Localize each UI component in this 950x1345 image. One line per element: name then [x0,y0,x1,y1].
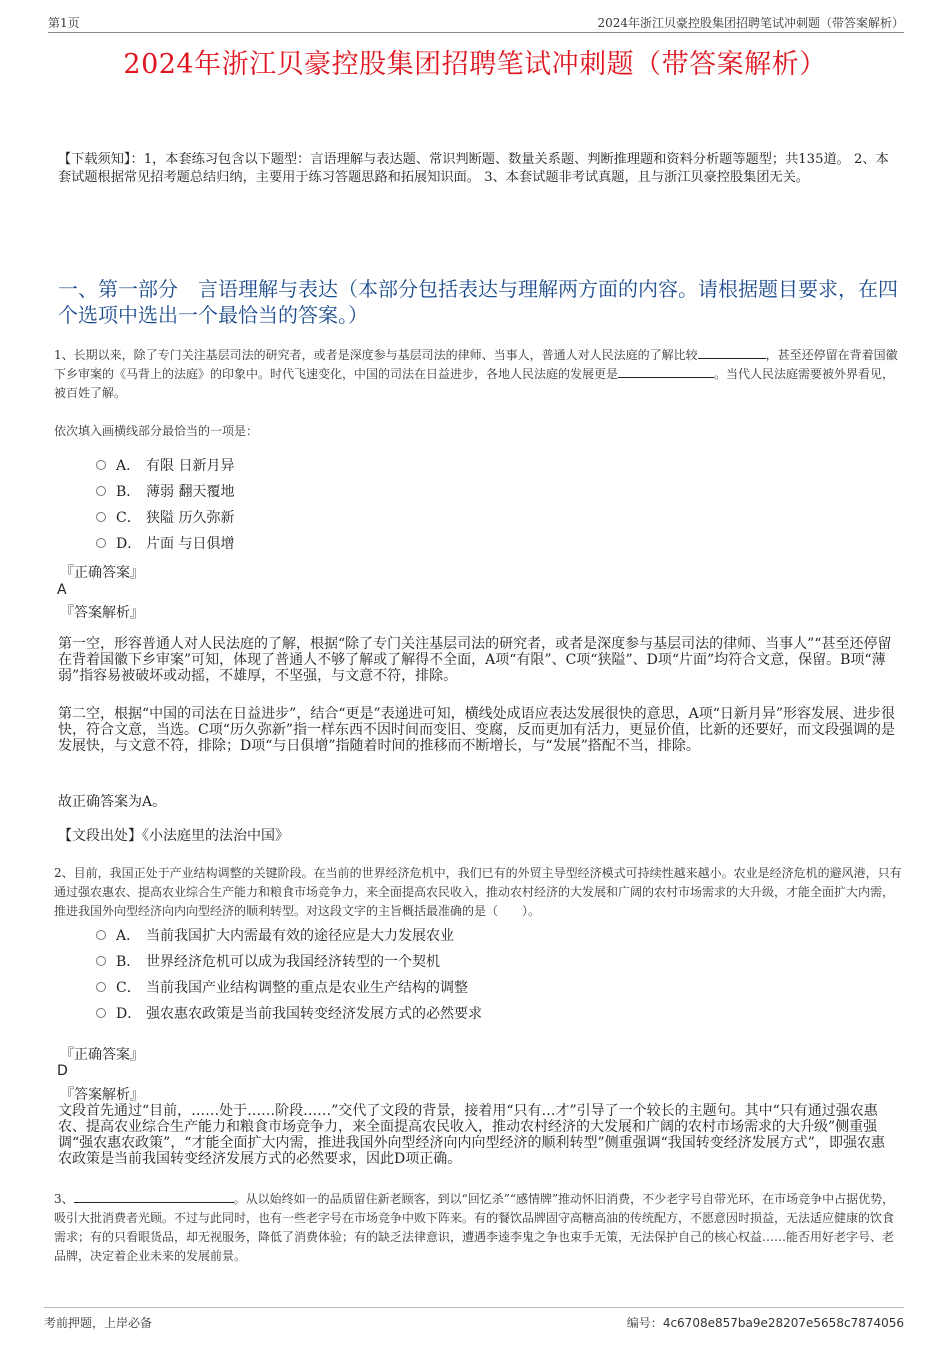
analysis-label: 『答案解析』 [60,605,144,621]
question-1-text-b: ，甚至还停留在背着国徽下乡审案的《马背上的法庭》的印象中。时代飞速变化，中国的司法在日益进步，各地人民法庭的发展更是 [54,348,898,381]
option-b[interactable]: B． 薄弱 翻天覆地 [96,478,896,504]
header-doc-title: 2024年浙江贝豪控股集团招聘笔试冲刺题（带答案解析） [597,16,904,30]
radio-icon[interactable] [96,486,106,496]
blank-1 [698,346,766,359]
radio-icon[interactable] [96,982,106,992]
question-3-number: 3、 [54,1192,74,1206]
page-number: 第1页 [48,16,80,30]
source-citation: 【文段出处】《小法庭里的法治中国》 [58,828,289,844]
option-a[interactable]: A． 当前我国扩大内需最有效的途径应是大力发展农业 [96,922,896,948]
question-1-options [96,452,896,556]
analysis-conclusion: 故正确答案为A。 [58,794,167,810]
blank-2 [618,365,714,378]
question-1-text-a: 1、长期以来，除了专门关注基层司法的研究者，或者是深度参与基层司法的律师、当事人，普通人对人民法庭的了解比较 [54,348,698,362]
page-footer [44,1307,904,1330]
code-value: 4c6708e857ba9e28207e5658c7874056 [662,1316,904,1330]
analysis-label: 『答案解析』 [60,1087,144,1103]
radio-icon[interactable] [96,956,106,966]
section-title: 一、第一部分 言语理解与表达（本部分包括表达与理解两方面的内容。请根据题目要求，在四个选项中选出一个最恰当的答案。） [58,277,898,327]
question-2-options [96,922,896,1026]
download-notice: 【下载须知】：1，本套练习包含以下题型：言语理解与表达题、常识判断题、数量关系题、判断推理题和资料分析题等题型；共135道。 2、本套试题根据常见招考题总结归纳，主要用于练习答题思路和拓展知识面。 3、本套试题非考试真题，且与浙江贝豪控股集团无关。 [58,152,889,185]
radio-icon[interactable] [96,538,106,548]
question-3-text [54,1190,902,1266]
option-b[interactable]: B． 世界经济危机可以成为我国经济转型的一个契机 [96,948,896,974]
correct-answer-value: D [57,1063,68,1079]
correct-answer-label: 『正确答案』 [60,565,144,581]
code-label: 编号： [626,1316,663,1330]
option-d[interactable]: D． 强农惠农政策是当前我国转变经济发展方式的必然要求 [96,1000,896,1026]
question-1-text [54,346,902,403]
option-d[interactable]: D． 片面 与日俱增 [96,530,896,556]
page-header [48,10,904,33]
blank-1 [74,1190,234,1203]
radio-icon[interactable] [96,460,106,470]
radio-icon[interactable] [96,930,106,940]
option-c[interactable]: C． 狭隘 历久弥新 [96,504,896,530]
document-title: 2024年浙江贝豪控股集团招聘笔试冲刺题（带答案解析） [123,49,827,80]
document-code [627,1314,904,1331]
question-1-prompt: 依次填入画横线部分最恰当的一项是： [54,424,259,438]
radio-icon[interactable] [96,1008,106,1018]
analysis-paragraph-2: 第二空，根据“中国的司法在日益进步”，结合“更是”表递进可知，横线处成语应表达发展很快的意思，A项“日新月异”形容发展、进步很快，符合文意，当选。C项“历久弥新”指一样东西不因时间而变旧、变腐，反而更加有活力，更显价值，比新的还要好，而文段强调的是发展快，与文意不符，排除；D项“与日俱增”指随着时间的推移而不断增长，与“发展”搭配不当，排除。 [58,706,896,754]
footer-slogan: 考前押题，上岸必备 [44,1316,153,1330]
analysis-paragraph-1: 第一空，形容普通人对人民法庭的了解，根据“除了专门关注基层司法的研究者，或者是深度参与基层司法的律师、当事人”“甚至还停留在背着国徽下乡审案”可知，体现了普通人不够了解或了解得不全面，A项“有限”、C项“狭隘”、D项“片面”均符合文意，保留。B项“薄弱”指容易被破坏或动摇，不雄厚，不坚强，与文意不符，排除。 [58,636,892,684]
option-c[interactable]: C． 当前我国产业结构调整的重点是农业生产结构的调整 [96,974,896,1000]
correct-answer-label: 『正确答案』 [60,1047,144,1063]
analysis-paragraph: 文段首先通过“目前，……处于……阶段……”交代了文段的背景，接着用“只有…才”引导了一个较长的主题句。其中“只有通过强农惠农、提高农业综合生产能力和粮食市场竞争力，来全面提高农民收入，推动农村经济的大发展和广阔的农村市场需求的大升级”侧重强调“强农惠农政策”，“才能全面扩大内需，推进我国外向型经济向内向型经济的顺利转型”侧重强调“我国转变经济发展方式”，即强农惠农政策是当前我国转变经济发展方式的必然要求，因此D项正确。 [58,1103,885,1167]
question-2-text: 2、目前，我国正处于产业结构调整的关键阶段。在当前的世界经济危机中，我们已有的外贸主导型经济模式可持续性越来越小。农业是经济危机的避风港，只有通过强农惠农、提高农业综合生产能力和粮食市场竞争力，来全面提高农民收入，推动农村经济的大发展和广阔的农村市场需求的大升级，才能全面扩大内需，推进我国外向型经济向内向型经济的顺利转型。对这段文字的主旨概括最准确的是（ ）。 [54,866,902,918]
radio-icon[interactable] [96,512,106,522]
question-3-body: 。从以始终如一的品质留住新老顾客，到以“回忆杀”“感情牌”推动怀旧消费，不少老字号自带光环，在市场竞争中占据优势，吸引大批消费者光顾。不过与此同时，也有一些老字号在市场竞争中败下阵来。有的餐饮品牌固守高糖高油的传统配方，不愿意因时损益，无法适应健康的饮食需求；有的只看眼货品，却无视服务，降低了消费体验；有的缺乏法律意识，遭遇李逵李鬼之争也束手无策，无法保护自己的核心权益……能否用好老字号、老品牌，决定着企业未来的发展前景。 [54,1192,895,1263]
option-a[interactable]: A． 有限 日新月异 [96,452,896,478]
correct-answer-value: A [57,582,67,598]
question-1-text-c: 。当代人民法庭需要被外界看见，被百姓了解。 [54,367,895,400]
